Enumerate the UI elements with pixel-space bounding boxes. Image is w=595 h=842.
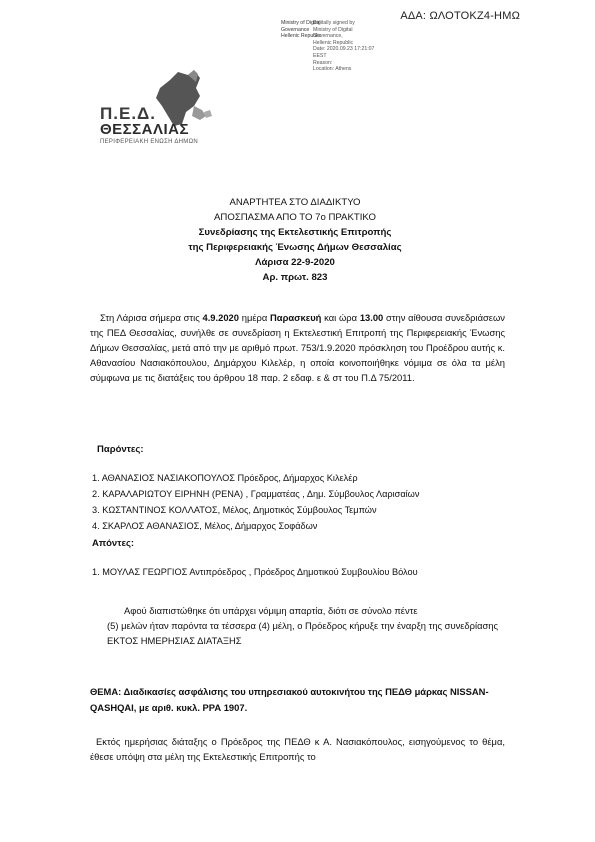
present-label: Παρόντες: (97, 444, 144, 455)
list-item: 1. ΜΟΥΛΑΣ ΓΕΩΡΓΙΟΣ Αντιπρόεδρος , Πρόεδρος Δημοτικού Συμβουλίου Βόλου (92, 567, 418, 577)
quorum-paragraph: Αφού διαπιστώθηκε ότι υπάρχει νόμιμη απαρτία, διότι σε σύνολο πέντε (5) μελών ήταν παρόντα τα τέσσερα (4) μέλη, ο Πρόεδρος κήρυξε την έναρξη της συνεδρίασης ΕΚΤΟΣ ΗΜΕΡΗΣΙΑΣ ΔΙΑΤΑΞΗΣ (107, 605, 499, 646)
heading-publication-note: ΑΝΑΡΤΗΤΕΑ ΣΤΟ ΔΙΑΔΙΚΤΥΟ (229, 197, 361, 208)
logo-subtitle: ΠΕΡΙΦΕΡΕΙΑΚΗ ΕΝΩΣΗ ΔΗΜΩΝ (100, 139, 199, 145)
logo-region: ΘΕΣΣΑΛΙΑΣ (100, 121, 190, 138)
heading-excerpt-title: ΑΠΟΣΠΑΣΜΑ ΑΠΟ ΤΟ 7ο ΠΡΑΚΤΙΚΟ (214, 212, 376, 223)
heading-organization: της Περιφερειακής Ένωσης Δήμων Θεσσαλίας (188, 242, 402, 253)
signature-details: Digitally signed by Ministry of Digital Governance, Hellenic Republic Date: 2020.09.23 17:21:07 EEST Reason: Location: Athens (313, 20, 375, 73)
signature-issuer: Ministry of Digital Governance Hellenic Republic (281, 20, 322, 40)
absent-label: Απόντες: (92, 538, 135, 549)
list-item: 1. ΑΘΑΝΑΣΙΟΣ ΝΑΣΙΑΚΟΠΟΥΛΟΣ Πρόεδρος, Δήμαρχος Κιλελέρ (92, 473, 358, 483)
logo-title: Π.Ε.Δ. (100, 104, 157, 123)
heading-place-date: Λάρισα 22-9-2020 (255, 257, 335, 268)
document-heading (140, 195, 450, 285)
subject-line: ΘΕΜΑ: Διαδικασίες ασφάλισης του υπηρεσιακού αυτοκινήτου της ΠΕΔΘ μάρκας NISSAN-QASHQAI, με αριθ. κυκλ. ΡΡΑ 1907. (90, 686, 489, 713)
proposal-paragraph: Εκτός ημερήσιας διάταξης ο Πρόεδρος της ΠΕΔΘ κ Α. Νασιακόπουλος, εισηγούμενος το θέμα, έθεσε υπόψη στα μέλη της Εκτελεστικής Επιτροπής το (90, 736, 505, 762)
list-item: 2. ΚΑΡΑΛΑΡΙΩΤΟΥ ΕΙΡΗΝΗ (ΡΕΝΑ) , Γραμματέας , Δημ. Σύμβουλος Λαρισαίων (92, 489, 420, 499)
ped-thessalias-logo (88, 66, 218, 156)
meeting-intro-paragraph: Στη Λάρισα σήμερα στις 4.9.2020 ημέρα Παρασκευή και ώρα 13.00 στην αίθουσα συνεδριάσεων της ΠΕΔ Θεσσαλίας, συνήλθε σε συνεδρίαση η Εκτελεστική Επιτροπή της Περιφερειακής Ένωσης Δήμων Θεσσαλίας, μετά από την με αριθμό πρωτ. 753/1.9.2020 πρόσκληση του Προέδρου αυτής κ. Αθανασίου Νασιακόπουλου, Δημάρχου Κιλελέρ, η οποία κοινοποιήθηκε νόμιμα σε όλα τα μέλη σύμφωνα με τις διατάξεις του άρθρου 18 παρ. 2 εδαφ. ε & στ του Π.Δ 75/2011. (90, 312, 505, 383)
ada-code: ΑΔΑ: ΩΛΟΤΟΚΖ4-ΗΜΩ (400, 10, 520, 22)
present-list (92, 470, 419, 534)
heading-session: Συνεδρίασης της Εκτελεστικής Επιτροπής (198, 227, 392, 238)
list-item: 3. ΚΩΣΤΑΝΤΙΝΟΣ ΚΟΛΛΑΤΟΣ, Μέλος, Δημοτικός Σύμβουλος Τεμπών (92, 505, 377, 515)
absent-list (92, 564, 418, 580)
list-item: 4. ΣΚΑΡΛΟΣ ΑΘΑΝΑΣΙΟΣ, Μέλος, Δήμαρχος Σοφάδων (92, 521, 318, 531)
heading-protocol-number: Αρ. πρωτ. 823 (262, 272, 328, 283)
